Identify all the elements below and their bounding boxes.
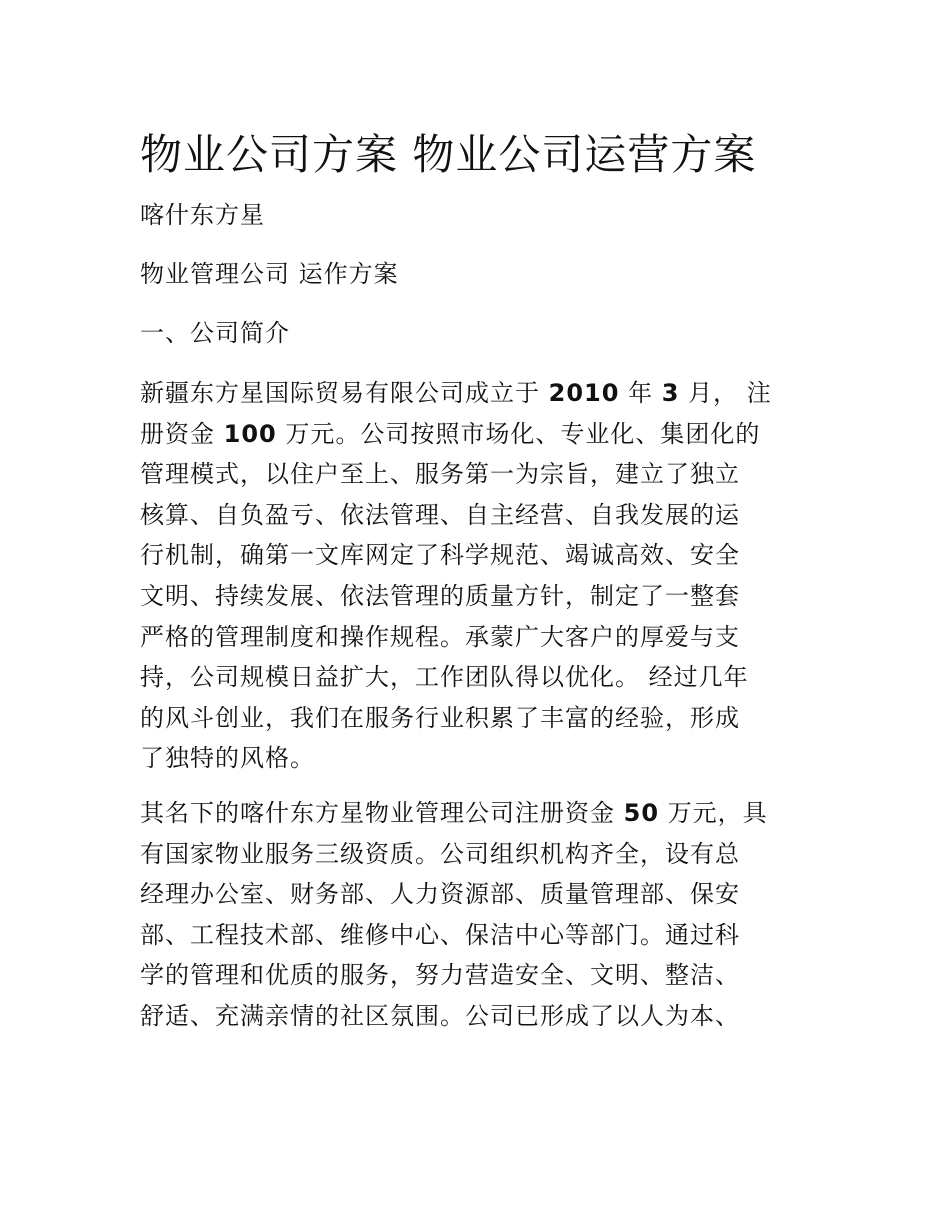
- founding-month: 3: [661, 379, 680, 407]
- text-line: 部、工程技术部、维修中心、保洁中心等部门。通过科: [140, 920, 740, 949]
- property-registered-capital: 50: [623, 798, 660, 827]
- text-line: 了独特的风格。: [140, 744, 315, 773]
- registered-capital: 100: [223, 419, 277, 448]
- document-title: 物业公司方案 物业公司运营方案: [140, 130, 757, 179]
- text-line: 管理模式，以住户至上、服务第一为宗旨，建立了独立: [140, 460, 740, 489]
- text-line: [140, 373, 808, 414]
- text-line: 文明、持续发展、依法管理的质量方针，制定了一整套: [140, 581, 740, 610]
- text-line: 行机制，确第一文库网定了科学规范、竭诚高效、安全: [140, 541, 740, 570]
- section-heading-company-intro: 一、公司简介: [140, 319, 290, 347]
- text-line: [140, 793, 808, 834]
- text-line: 舒适、充满亲情的社区氛围。公司已形成了以人为本、: [140, 1001, 740, 1030]
- text-line: 核算、自负盈亏、依法管理、自主经营、自我发展的运: [140, 500, 740, 529]
- document-subtitle: 物业管理公司 运作方案: [140, 260, 399, 288]
- text-segment: 其名下的喀什东方星物业管理公司注册资金: [140, 798, 615, 827]
- text-line: [140, 414, 808, 455]
- text-segment: 月， 注: [688, 379, 772, 407]
- document-page: [140, 122, 808, 1051]
- text-segment: 新疆东方星国际贸易有限公司成立于: [140, 379, 540, 407]
- text-line: 持，公司规模日益扩大，工作团队得以优化。 经过几年: [140, 663, 749, 692]
- text-line: 学的管理和优质的服务，努力营造安全、文明、整洁、: [140, 961, 740, 990]
- paragraph-company-intro: [140, 373, 808, 779]
- text-segment: 册资金: [140, 419, 215, 448]
- text-line: 严格的管理制度和操作规程。承蒙广大客户的厚爱与支: [140, 622, 740, 651]
- text-line: 经理办公室、财务部、人力资源部、质量管理部、保安: [140, 880, 740, 909]
- paragraph-property-company: [140, 793, 808, 1037]
- text-segment: 万元。公司按照市场化、专业化、集团化的: [285, 419, 761, 448]
- founding-year: 2010: [548, 379, 620, 407]
- text-segment: 万元，具: [667, 798, 768, 827]
- text-line: 的风斗创业，我们在服务行业积累了丰富的经验，形成: [140, 703, 740, 732]
- company-name: 喀什东方星: [140, 201, 265, 229]
- text-line: 有国家物业服务三级资质。公司组织机构齐全，设有总: [140, 839, 740, 868]
- text-segment: 年: [628, 379, 654, 407]
